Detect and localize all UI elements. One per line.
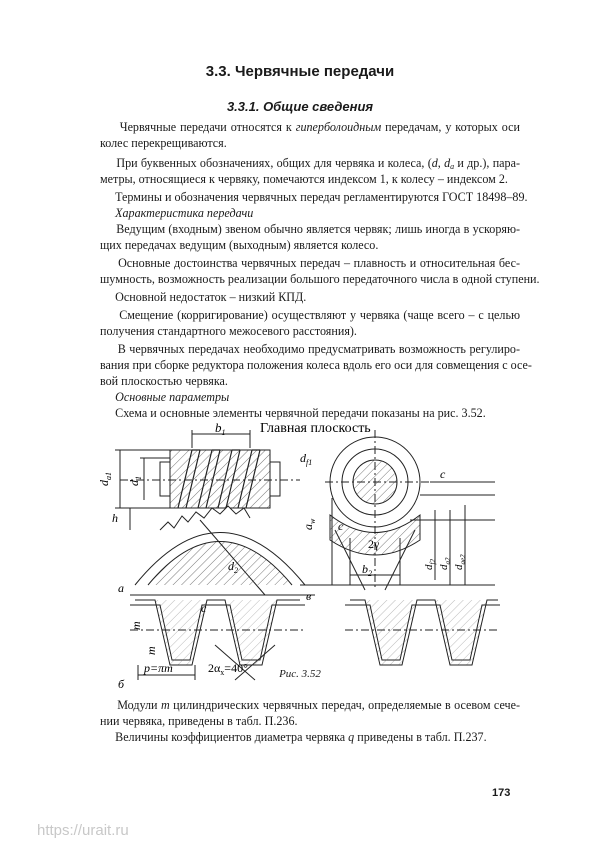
label-b1: $b_1$ bbox=[215, 420, 226, 437]
label-b2: $b_2$ bbox=[362, 562, 372, 578]
paragraph-4-line-2: щих передачах ведущим (выходным) является колесо. bbox=[100, 238, 379, 252]
paragraph-11: Величины коэффициентов диаметра червяка q приведены в табл. П.237. bbox=[115, 730, 487, 744]
label-df1: $d_{f1}$ bbox=[300, 451, 313, 467]
label-c3: c bbox=[201, 601, 207, 615]
worm-gear-figure bbox=[97, 415, 520, 700]
label-dae2: $d_{ae2}$ bbox=[453, 554, 467, 570]
paragraph-2-line-2: метры, относящиеся к червяку, помечаются индексом 1, к колесу – индексом 2. bbox=[100, 172, 508, 186]
label-c: c bbox=[440, 467, 446, 481]
paragraph-6: Основной недостаток – низкий КПД. bbox=[115, 290, 307, 304]
label-d2: $d_2$ bbox=[228, 559, 238, 575]
paragraph-9: Схема и основные элементы червячной передачи показаны на рис. 3.52. bbox=[115, 406, 486, 420]
section-heading: 3.3. Червячные передачи bbox=[205, 63, 395, 80]
label-aw: $a_w$ bbox=[301, 518, 317, 530]
paragraph-10-line-2: нии червяка, приведены в табл. П.236. bbox=[100, 714, 298, 728]
heading-parameters: Основные параметры bbox=[115, 390, 230, 404]
paragraph-8-line-2: вания при сборке редуктора положения колеса вдоль его оси для совмещения с осе- bbox=[100, 358, 532, 372]
paragraph-5-line-2: шумность, возможность реализации большого передаточного числа в одной ступени. bbox=[100, 272, 540, 286]
paragraph-8-line-1: В червячных передачах необходимо предусматривать возможность регулиро- bbox=[117, 342, 520, 356]
label-h: h bbox=[112, 511, 118, 525]
paragraph-2-line-1: При буквенных обозначениях, общих для червяка и колеса, (d, $d_a$ и др.), пара- bbox=[116, 156, 520, 171]
label-m2: m bbox=[144, 646, 158, 655]
label-pitch: p=πm bbox=[144, 661, 173, 675]
label-v: в bbox=[306, 589, 312, 603]
label-c2: c bbox=[338, 519, 344, 533]
paragraph-3: Термины и обозначения червячных передач регламентируются ГОСТ 18498–89. bbox=[115, 190, 528, 204]
label-gamma: 2γ bbox=[368, 537, 380, 551]
paragraph-7-line-2: получения стандартного межосевого расстояния). bbox=[100, 324, 357, 338]
paragraph-7-line-1: Смещение (корригирование) осуществляют у червяка (чаще всего – с целью bbox=[119, 308, 521, 322]
subsection-heading: 3.3.1. Общие сведения bbox=[226, 99, 374, 114]
label-m: m bbox=[129, 621, 143, 630]
label-b-view: б bbox=[118, 677, 125, 691]
figure-caption: Рис. 3.52 bbox=[279, 668, 321, 680]
paragraph-1-line-2: колес перекрещиваются. bbox=[100, 136, 227, 150]
label-da2: $d_{a2}$ bbox=[438, 557, 452, 570]
paragraph-8-line-3: вой плоскостью червяка. bbox=[100, 374, 228, 388]
page-number: 173 bbox=[492, 787, 511, 799]
watermark: https://urait.ru bbox=[37, 822, 129, 839]
label-da1: $d_{a1}$ bbox=[97, 472, 113, 486]
paragraph-4-line-1: Ведущим (входным) звеном обычно является червяк; лишь иногда в ускоряю- bbox=[116, 222, 521, 236]
heading-characteristics: Характеристика передачи bbox=[115, 206, 254, 220]
label-d1: $d_1$ bbox=[127, 476, 143, 486]
label-a: а bbox=[118, 581, 124, 595]
paragraph-10-line-1: Модули m цилиндрических червячных передач, определяемые в осевом сече- bbox=[117, 698, 520, 712]
worm-drawing bbox=[115, 430, 315, 595]
wheel-section-drawing bbox=[300, 430, 495, 590]
label-angle: $2\alpha_x=40^\circ$ bbox=[208, 661, 248, 677]
figure-title: Главная плоскость bbox=[260, 421, 371, 436]
label-df2: $d_{f2}$ bbox=[423, 559, 437, 570]
paragraph-5-line-1: Основные достоинства червячных передач – плавность и относительная бес- bbox=[118, 256, 520, 270]
paragraph-1-line-1: Червячные передачи относятся к гиперболоидным передачам, у которых оси bbox=[119, 120, 520, 134]
